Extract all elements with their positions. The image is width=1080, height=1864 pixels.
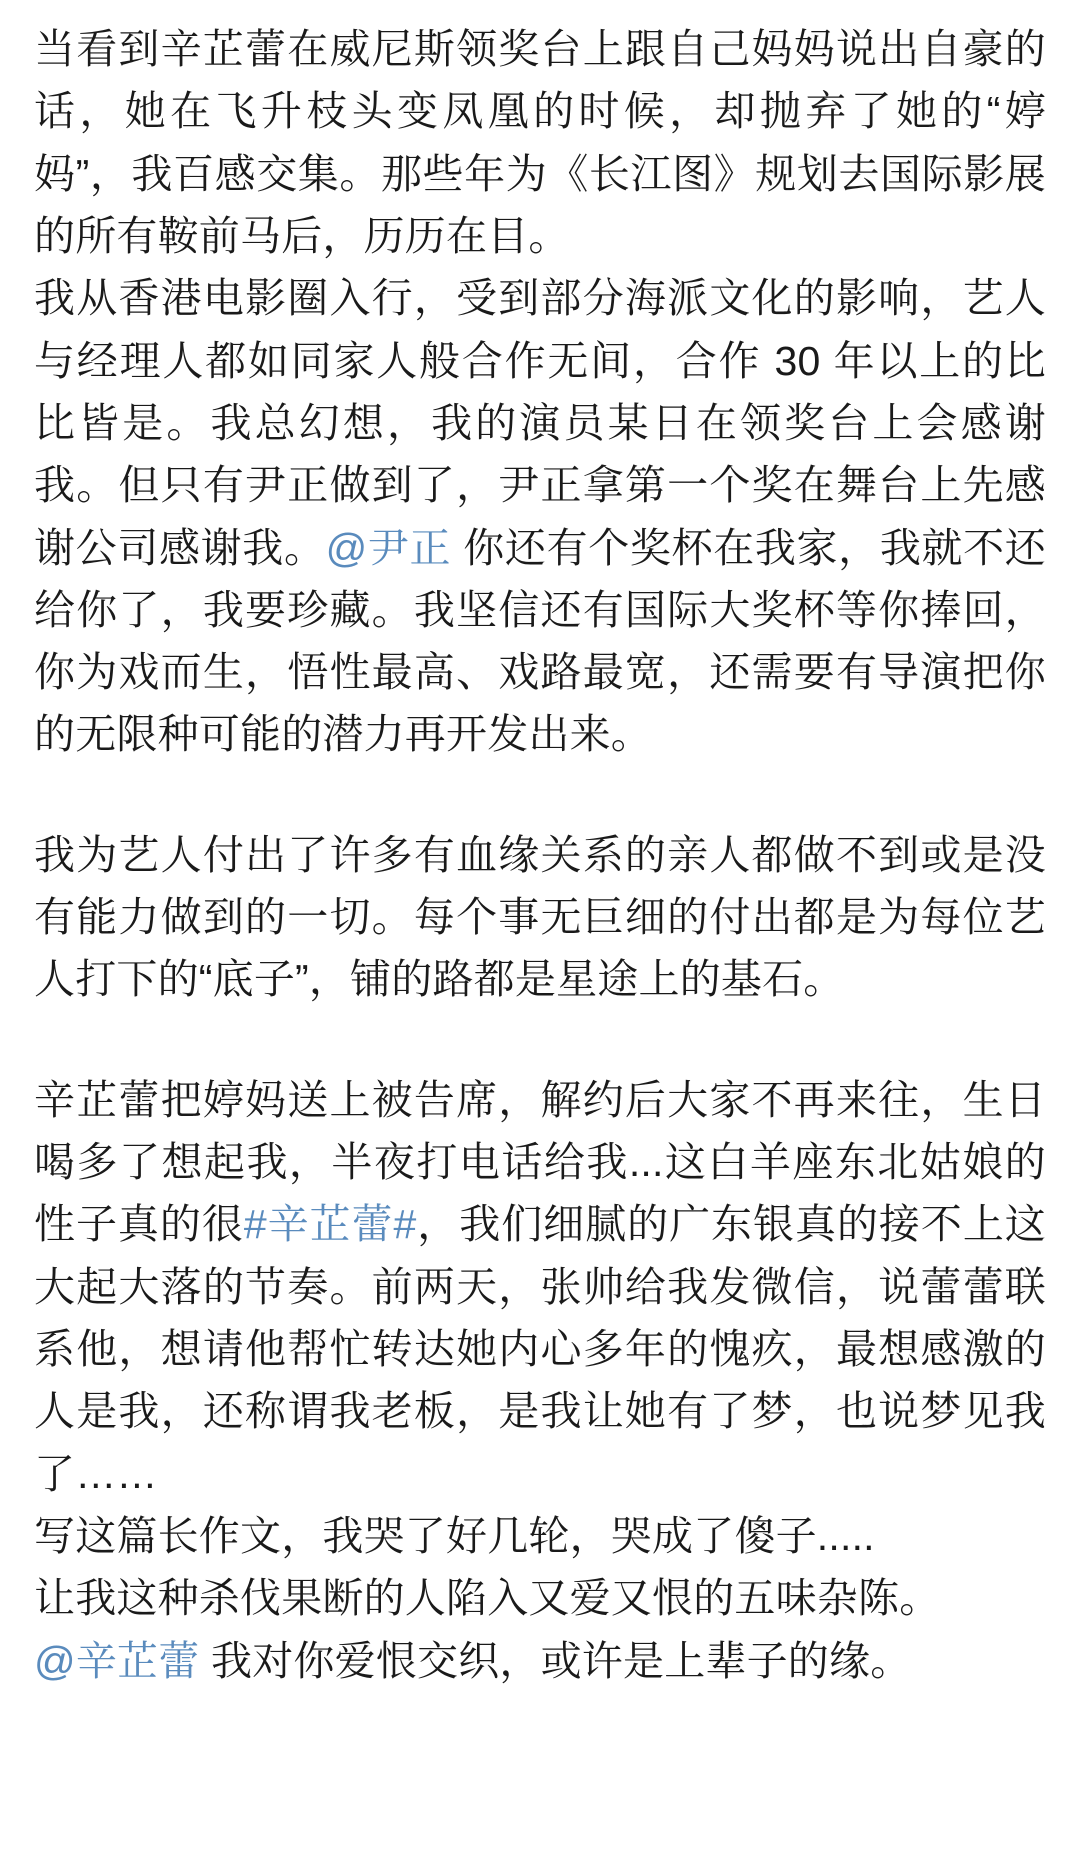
user-mention-link[interactable]: @尹正 bbox=[325, 524, 452, 571]
post-text: 我对你爱恨交织，或许是上辈子的缘。 bbox=[199, 1637, 912, 1684]
post-paragraph bbox=[34, 1567, 1046, 1629]
paragraph-spacer bbox=[34, 1011, 1046, 1069]
paragraph-spacer bbox=[34, 766, 1046, 824]
post-paragraph bbox=[34, 267, 1046, 766]
post-paragraph bbox=[34, 824, 1046, 1011]
post-paragraph bbox=[34, 1069, 1046, 1505]
post-text: 当看到辛芷蕾在威尼斯领奖台上跟自己妈妈说出自豪的话，她在飞升枝头变凤凰的时候，却抛弃了她的“婷妈”，我百感交集。那些年为《长江图》规划去国际影展的所有鞍前马后，历历在目。 bbox=[34, 26, 1046, 259]
post-paragraph bbox=[34, 18, 1046, 267]
post-text: 我从香港电影圈入行，受到部分海派文化的影响，艺人与经理人都如同家人般合作无间，合作 30 年以上的比比皆是。我总幻想，我的演员某日在领奖台上会感谢我。但只有尹正做到了，尹正拿第一个奖在舞台上先感谢公司感谢我。 bbox=[34, 275, 1046, 571]
post-text: 让我这种杀伐果断的人陷入又爱又恨的五味杂陈。 bbox=[34, 1575, 941, 1622]
post-text: 你还有个奖杯在我家，我就不还给你了，我要珍藏。我坚信还有国际大奖杯等你捧回，你为戏而生，悟性最高、戏路最宽，还需要有导演把你的无限种可能的潜力再开发出来。 bbox=[34, 524, 1046, 758]
post-paragraph bbox=[34, 1630, 1046, 1692]
post-body bbox=[34, 18, 1046, 1692]
post-paragraph bbox=[34, 1505, 1046, 1567]
post-text: 我为艺人付出了许多有血缘关系的亲人都做不到或是没有能力做到的一切。每个事无巨细的付出都是为每位艺人打下的“底子”，铺的路都是星途上的基石。 bbox=[34, 831, 1046, 1003]
user-mention-link[interactable]: @辛芷蕾 bbox=[34, 1637, 200, 1684]
post-text: 写这篇长作文，我哭了好几轮，哭成了傻子..... bbox=[34, 1512, 875, 1559]
post-text: ，我们细腻的广东银真的接不上这大起大落的节奏。前两天，张帅给我发微信，说蕾蕾联系他，想请他帮忙转达她内心多年的愧疚，最想感激的人是我，还称谓我老板，是我让她有了梦，也说梦见我了…… bbox=[34, 1201, 1047, 1497]
post-text: 辛芷蕾把婷妈送上被告席，解约后大家不再来往，生日喝多了想起我，半夜打电话给我...这白羊座东北姑娘的性子真的很 bbox=[34, 1076, 1046, 1248]
hashtag-topic-link[interactable]: #辛芷蕾# bbox=[243, 1201, 417, 1248]
